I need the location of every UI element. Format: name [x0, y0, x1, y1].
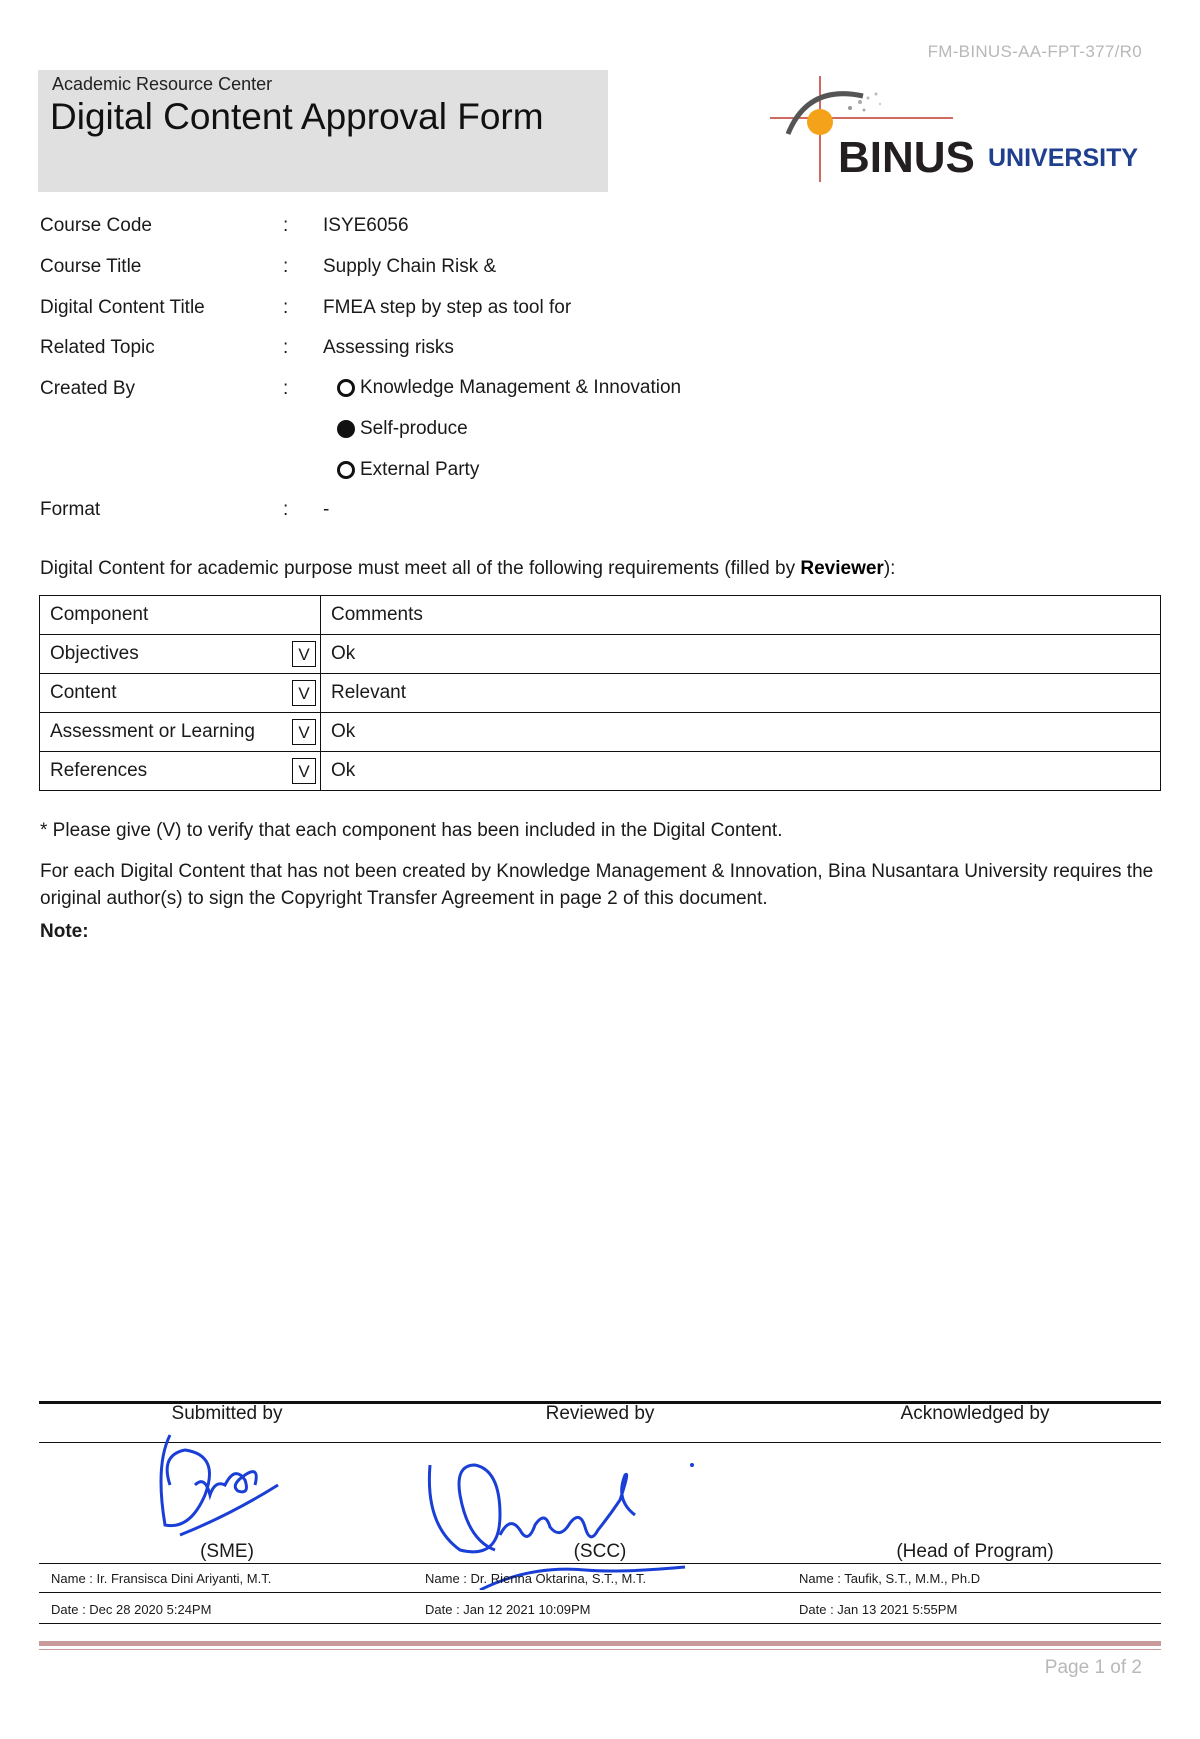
head-of-program-date: Date : Jan 13 2021 5:55PM: [799, 1602, 958, 1617]
comment-cell: Ok: [321, 713, 1161, 752]
option-label: Self-produce: [360, 418, 468, 439]
binus-logo: [768, 74, 1148, 184]
table-header-row: [40, 596, 1161, 635]
check-box[interactable]: V: [292, 680, 316, 706]
option-label: External Party: [360, 459, 480, 480]
format-label: Format: [40, 499, 101, 520]
comment-cell: Ok: [321, 635, 1161, 674]
header-component: Component: [40, 596, 321, 635]
component-cell: References V: [40, 752, 321, 791]
check-box[interactable]: V: [292, 758, 316, 784]
submitted-by-heading: Submitted by: [171, 1403, 283, 1424]
content-title-value: FMEA step by step as tool for: [323, 297, 572, 318]
created-by-option-self-produce[interactable]: [337, 418, 468, 440]
format-value: -: [323, 499, 330, 520]
related-topic-value: Assessing risks: [323, 337, 454, 358]
table-row: [40, 752, 1161, 791]
colon: :: [283, 297, 289, 318]
requirements-intro: Digital Content for academic purpose must meet all of the following requirements (filled by Reviewer):: [40, 558, 896, 579]
svg-text:BINUS: BINUS: [838, 133, 975, 182]
course-code-label: Course Code: [40, 215, 152, 236]
content-title-label: Digital Content Title: [40, 297, 205, 318]
head-of-program-role: (Head of Program): [896, 1541, 1054, 1562]
divider: [39, 1592, 1161, 1593]
requirements-table: [39, 595, 1161, 791]
check-box[interactable]: V: [292, 641, 316, 667]
scc-role: (SCC): [573, 1541, 627, 1562]
scc-name: Name : Dr. Rienna Oktarina, S.T., M.T.: [425, 1571, 647, 1586]
created-by-option-kmi[interactable]: [337, 377, 681, 399]
created-by-label: Created By: [40, 378, 136, 399]
reviewer-bold: Reviewer: [800, 558, 884, 579]
colon: :: [283, 337, 289, 358]
reviewed-by-heading: Reviewed by: [545, 1403, 655, 1424]
binus-logo-graphic: [768, 74, 1148, 184]
form-title: Digital Content Approval Form: [50, 96, 544, 137]
colon: :: [283, 499, 289, 520]
page-number: Page 1 of 2: [1044, 1657, 1142, 1678]
copyright-note: For each Digital Content that has not been created by Knowledge Management & Innovation, Bina Nusantara University requires the original author(s) to sign the Copyright Transfer Agreement in page 2 of this document.: [40, 861, 1154, 909]
scc-signature: [420, 1455, 700, 1590]
footer-rule: [39, 1649, 1161, 1650]
divider: [39, 1563, 1161, 1564]
sme-role: (SME): [200, 1541, 254, 1562]
title-box: [38, 70, 608, 192]
document-id: FM-BINUS-AA-FPT-377/R0: [927, 42, 1142, 61]
course-code-value: ISYE6056: [323, 215, 409, 236]
colon: :: [283, 215, 289, 236]
footer-rule: [39, 1641, 1161, 1646]
table-row: [40, 635, 1161, 674]
acknowledged-by-heading: Acknowledged by: [900, 1403, 1050, 1424]
scc-date: Date : Jan 12 2021 10:09PM: [425, 1602, 591, 1617]
course-title-label: Course Title: [40, 256, 142, 277]
component-cell: Objectives V: [40, 635, 321, 674]
option-label: Knowledge Management & Innovation: [360, 377, 682, 398]
verification-footnote: * Please give (V) to verify that each component has been included in the Digital Content.: [40, 820, 783, 841]
sme-name: Name : Ir. Fransisca Dini Ariyanti, M.T.: [51, 1571, 272, 1586]
related-topic-label: Related Topic: [40, 337, 155, 358]
component-cell: Assessment or Learning V: [40, 713, 321, 752]
radio-unchecked-icon[interactable]: [337, 461, 355, 479]
comment-cell: Ok: [321, 752, 1161, 791]
head-of-program-name: Name : Taufik, S.T., M.M., Ph.D: [799, 1571, 981, 1586]
radio-checked-icon[interactable]: [337, 420, 355, 438]
note-label: Note:: [40, 921, 89, 942]
svg-text:UNIVERSITY: UNIVERSITY: [988, 144, 1139, 172]
divider: [39, 1623, 1161, 1624]
created-by-option-external[interactable]: [337, 459, 479, 481]
table-row: [40, 713, 1161, 752]
component-cell: Content V: [40, 674, 321, 713]
course-title-value: Supply Chain Risk &: [323, 256, 497, 277]
colon: :: [283, 378, 289, 399]
comment-cell: Relevant: [321, 674, 1161, 713]
header-comments: Comments: [321, 596, 1161, 635]
department-label: Academic Resource Center: [52, 74, 273, 94]
table-row: [40, 674, 1161, 713]
check-box[interactable]: V: [292, 719, 316, 745]
radio-unchecked-icon[interactable]: [337, 379, 355, 397]
colon: :: [283, 256, 289, 277]
sme-date: Date : Dec 28 2020 5:24PM: [51, 1602, 212, 1617]
sme-signature: [150, 1425, 290, 1540]
